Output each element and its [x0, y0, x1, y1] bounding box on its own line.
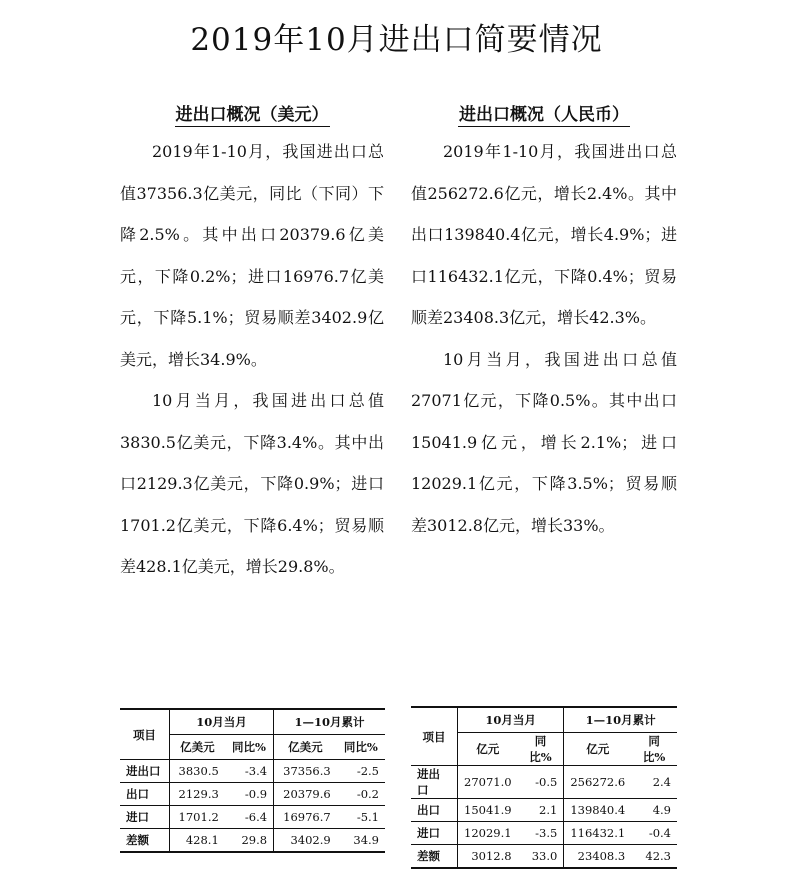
table-header-row	[411, 707, 677, 733]
ytd-unit-header: 亿美元	[274, 735, 337, 760]
ytd-yoy-header: 同比%	[631, 733, 677, 766]
ytd-group-header: 1—10月累计	[564, 707, 677, 733]
ytd-yoy: -0.4	[631, 822, 677, 845]
rmb-overview-section	[411, 100, 677, 546]
rmb-heading-text: 进出口概况（人民币）	[459, 105, 629, 125]
ytd-yoy: 2.4	[631, 766, 677, 799]
ytd-yoy: -2.5	[337, 760, 385, 783]
rmb-month-paragraph: 10月当月，我国进出口总值27071亿元，下降0.5%。其中出口15041.9亿元，增长2.1%；进口12029.1亿元，下降3.5%；贸易顺差3012.8亿元，增长33%。	[411, 349, 677, 535]
month-value: 15041.9	[458, 799, 518, 822]
ytd-value: 20379.6	[274, 783, 337, 806]
table-row	[120, 806, 385, 829]
month-group-header: 10月当月	[458, 707, 564, 733]
month-value: 1701.2	[169, 806, 224, 829]
month-group-header: 10月当月	[169, 709, 273, 735]
month-yoy: 2.1	[518, 799, 564, 822]
month-value: 12029.1	[458, 822, 518, 845]
month-value: 2129.3	[169, 783, 224, 806]
ytd-unit-header: 亿元	[564, 733, 631, 766]
month-yoy: -6.4	[225, 806, 274, 829]
rmb-ytd-paragraph: 2019年1-10月，我国进出口总值256272.6亿元，增长2.4%。其中出口139840.4亿元，增长4.9%；进口116432.1亿元，下降0.4%；贸易顺差23408.3亿元，增长42.3%。	[411, 142, 677, 327]
table-row	[120, 829, 385, 853]
month-yoy: -3.4	[225, 760, 274, 783]
month-yoy-header: 同比%	[518, 733, 564, 766]
table-row	[120, 760, 385, 783]
row-label: 进口	[120, 806, 169, 829]
usd-overview-section	[120, 100, 384, 588]
usd-ytd-paragraph: 2019年1-10月，我国进出口总值37356.3亿美元，同比（下同）下降2.5%。其中出口20379.6亿美元，下降0.2%；进口16976.7亿美元，下降5.1%；贸易顺差3402.9亿美元，增长34.9%。	[120, 142, 384, 369]
item-header: 项目	[411, 707, 458, 766]
ytd-yoy: 42.3	[631, 845, 677, 869]
month-value: 27071.0	[458, 766, 518, 799]
table-row	[411, 766, 677, 799]
ytd-group-header: 1—10月累计	[274, 709, 385, 735]
usd-heading-text: 进出口概况（美元）	[175, 105, 329, 125]
month-yoy: 29.8	[225, 829, 274, 853]
month-value: 3012.8	[458, 845, 518, 869]
row-label: 进出口	[411, 766, 458, 799]
table-row	[411, 822, 677, 845]
month-yoy-header: 同比%	[225, 735, 274, 760]
row-label: 进口	[411, 822, 458, 845]
ytd-value: 16976.7	[274, 806, 337, 829]
table-row	[411, 799, 677, 822]
ytd-yoy-header: 同比%	[337, 735, 385, 760]
row-label: 出口	[411, 799, 458, 822]
ytd-value: 139840.4	[564, 799, 631, 822]
row-label: 进出口	[120, 760, 169, 783]
month-yoy: -0.9	[225, 783, 274, 806]
ytd-value: 116432.1	[564, 822, 631, 845]
ytd-yoy: 4.9	[631, 799, 677, 822]
ytd-value: 23408.3	[564, 845, 631, 869]
table-row	[120, 783, 385, 806]
month-yoy: -3.5	[518, 822, 564, 845]
table-row	[411, 845, 677, 869]
rmb-stats-table	[411, 706, 677, 869]
ytd-value: 37356.3	[274, 760, 337, 783]
ytd-value: 3402.9	[274, 829, 337, 853]
usd-stats-table	[120, 708, 385, 853]
table-header-row	[120, 709, 385, 735]
month-value: 3830.5	[169, 760, 224, 783]
row-label: 出口	[120, 783, 169, 806]
rmb-overview-heading	[411, 100, 677, 130]
month-unit-header: 亿美元	[169, 735, 224, 760]
usd-overview-heading	[120, 100, 384, 130]
month-yoy: 33.0	[518, 845, 564, 869]
usd-month-paragraph: 10月当月，我国进出口总值3830.5亿美元，下降3.4%。其中出口2129.3亿美元，下降0.9%；进口1701.2亿美元，下降6.4%；贸易顺差428.1亿美元，增长29.8%。	[120, 391, 384, 576]
item-header: 项目	[120, 709, 169, 760]
row-label: 差额	[411, 845, 458, 869]
ytd-yoy: -0.2	[337, 783, 385, 806]
month-yoy: -0.5	[518, 766, 564, 799]
month-unit-header: 亿元	[458, 733, 518, 766]
page-title: 2019年10月进出口简要情况	[190, 22, 603, 58]
ytd-yoy: -5.1	[337, 806, 385, 829]
month-value: 428.1	[169, 829, 224, 853]
ytd-yoy: 34.9	[337, 829, 385, 853]
row-label: 差额	[120, 829, 169, 853]
ytd-value: 256272.6	[564, 766, 631, 799]
